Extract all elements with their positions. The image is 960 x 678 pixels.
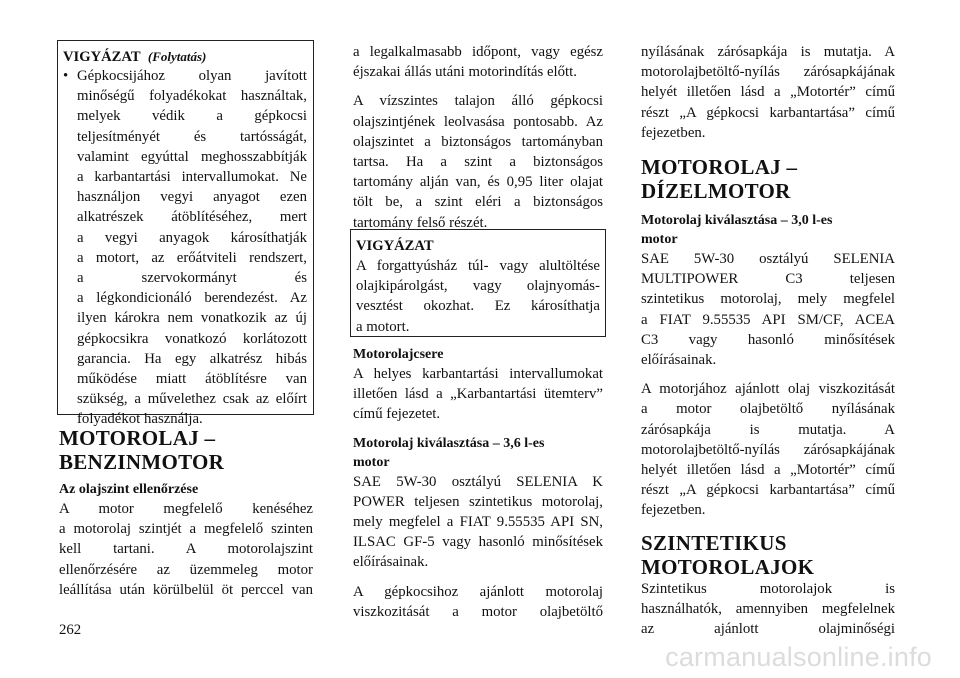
warning-line: garancia. Ha egy alkatrész hibás — [77, 350, 307, 367]
warning-box-continued — [57, 40, 314, 428]
body-line: olajszintet a biztonságos tartományban — [353, 133, 603, 150]
warning-line: teljesítményét és tartósságát, — [77, 128, 307, 145]
warning-line: szükség, a művelethez csak az előírt — [77, 391, 307, 408]
body-line: előírásainak. — [641, 352, 717, 369]
body-line: mely megfelel a FIAT 9.55535 API SN, — [353, 514, 603, 531]
watermark-text: carmanualsonline.info — [665, 642, 932, 672]
warning-line: olajkipárolgást, vagy olajnyomás- — [356, 278, 600, 295]
body-line: szintetikus motorolaj, mely megfelel — [641, 291, 895, 308]
body-line: kell tartani. A motorolajszint — [59, 541, 313, 558]
warning-line: minőségű folyadékokat használtak, — [77, 88, 307, 105]
page-number: 262 — [59, 622, 82, 638]
body-line: A helyes karbantartási intervallumokat — [353, 366, 603, 382]
body-line: MULTIPOWER C3 teljesen — [641, 271, 895, 288]
warning-line: alkatrészek átöblítéséhez, mert — [77, 209, 307, 226]
column-3 — [641, 42, 895, 639]
warning-line: használjon vegyi anyagot ezen — [77, 189, 307, 206]
column-1-body — [59, 426, 313, 600]
body-line: című fejezetet. — [353, 406, 441, 423]
body-line: motorolajbetöltő-nyílás zárósapkájának — [641, 64, 895, 81]
body-line: éjszakai állás utáni motorindítás előtt. — [353, 64, 577, 81]
body-line: POWER teljesen szintetikus motorolaj, — [353, 493, 603, 510]
body-line: tartomány alján van, és 0,95 liter olajat — [353, 174, 603, 191]
body-line: A motorjához ajánlott olaj viszkozitását — [641, 381, 895, 398]
body-line: illetően lásd a „Karbantartási ütemterv” — [353, 386, 603, 403]
warning-line: gépkocsikra vonatkozó korlátozott — [77, 330, 307, 347]
body-line: motorolajbetöltő-nyílás zárósapkájának — [641, 441, 895, 458]
warning-continued-label: (Folytatás) — [147, 49, 207, 64]
warning-line: a vegyi anyagok károsíthatják — [77, 229, 307, 246]
warning-line: működése miatt átöblítésre van — [77, 371, 307, 388]
body-line: Szintetikus motorolajok is — [641, 580, 895, 597]
body-line: helyét illetően lásd a „Motortér” című — [641, 84, 895, 101]
column-2-bottom — [353, 345, 603, 622]
body-line: nyílásának zárósapkája is mutatja. A — [641, 44, 895, 60]
body-line: helyét illetően lásd a „Motortér” című — [641, 462, 895, 479]
body-line: előírásainak. — [353, 554, 429, 571]
body-line: fejezetben. — [641, 124, 706, 141]
body-line: az ajánlott olajminőségi — [641, 621, 895, 638]
subheading: Az olajszint ellenőrzése — [59, 482, 199, 497]
body-line: SAE 5W-30 osztályú SELENIA K — [353, 473, 603, 490]
body-line: olajszintjének leolvasása pontosabb. Az — [353, 113, 603, 130]
warning-line: vesztést okozhat. Ez károsíthatja — [356, 298, 600, 315]
body-line: használhatók, amennyiben megfelelnek — [641, 600, 895, 617]
body-line: fejezetben. — [641, 502, 706, 519]
body-line: a legalkalmasabb időpont, vagy egész — [353, 44, 603, 60]
column-2-top — [353, 42, 603, 233]
section-heading: SZINTETIKUS MOTOROLAJOK — [641, 530, 815, 579]
subheading: Motorolaj kiválasztása – 3,6 l-es motor — [353, 435, 545, 470]
warning-box — [350, 229, 606, 337]
section-heading: MOTOROLAJ – BENZINMOTOR — [59, 426, 225, 474]
warning-line: a szervokormányt és — [77, 270, 307, 287]
warning-line: folyadékot használja. — [77, 411, 203, 428]
body-line: SAE 5W-30 osztályú SELENIA — [641, 251, 895, 268]
body-line: a motorolaj szintjét a megfelelő szinten — [59, 521, 313, 538]
body-line: tartsa. Ha a szint a biztonságos — [353, 154, 603, 171]
warning-line: Gépkocsijához olyan javított — [77, 68, 307, 84]
body-line: a FIAT 9.55535 API SM/CF, ACEA — [641, 311, 895, 328]
subheading: Motorolaj kiválasztása – 3,0 l-es motor — [641, 213, 833, 248]
warning-title: VIGYÁZAT (Folytatás) — [63, 49, 207, 65]
warning-line: a légkondicionáló berendezést. Az — [77, 290, 307, 307]
warning-title: VIGYÁZAT — [356, 238, 434, 254]
warning-line: ilyen károkra nem vonatkozik az új — [77, 310, 307, 327]
body-line: ellenőrzésére az üzemmeleg motor — [59, 561, 313, 578]
body-line: C3 vagy hasonló minősítések — [641, 331, 895, 348]
body-line: részt „A gépkocsi karbantartása” című — [641, 104, 895, 121]
body-line: A vízszintes talajon álló gépkocsi — [353, 93, 603, 110]
warning-line: A forgattyúsház túl- vagy alultöltése — [356, 258, 600, 274]
body-line: A motor megfelelő kenéséhez — [59, 501, 313, 517]
body-line: tartomány felső részét. — [353, 214, 488, 231]
warning-line: melyek védik a gépkocsi — [77, 108, 307, 125]
warning-line: valamint egyúttal meghosszabbítják — [77, 148, 307, 165]
section-heading: MOTOROLAJ – DÍZELMOTOR — [641, 155, 798, 204]
body-line: viszkozitását a motor olajbetöltő — [353, 603, 603, 620]
body-line: tölt be, a szint eléri a biztonságos — [353, 194, 603, 211]
warning-line: a motort, az erőátviteli rendszert, — [77, 249, 307, 266]
body-line: ILSAC GF-5 vagy hasonló minősítések — [353, 534, 603, 551]
subheading: Motorolajcsere — [353, 347, 444, 362]
bullet-glyph: • — [63, 68, 69, 84]
body-line: zárósapkája is mutatja. A — [641, 421, 895, 438]
warning-line: a karbantartási intervallumokat. Ne — [77, 169, 307, 186]
body-line: a motor olajbetöltő nyílásának — [641, 401, 895, 418]
body-line: A gépkocsihoz ajánlott motorolaj — [353, 583, 603, 600]
warning-bullet-item — [63, 66, 307, 430]
warning-line: a motort. — [356, 318, 410, 335]
body-line: részt „A gépkocsi karbantartása” című — [641, 482, 895, 499]
body-line: leállítása után körülbelül öt perccel van — [59, 581, 313, 598]
